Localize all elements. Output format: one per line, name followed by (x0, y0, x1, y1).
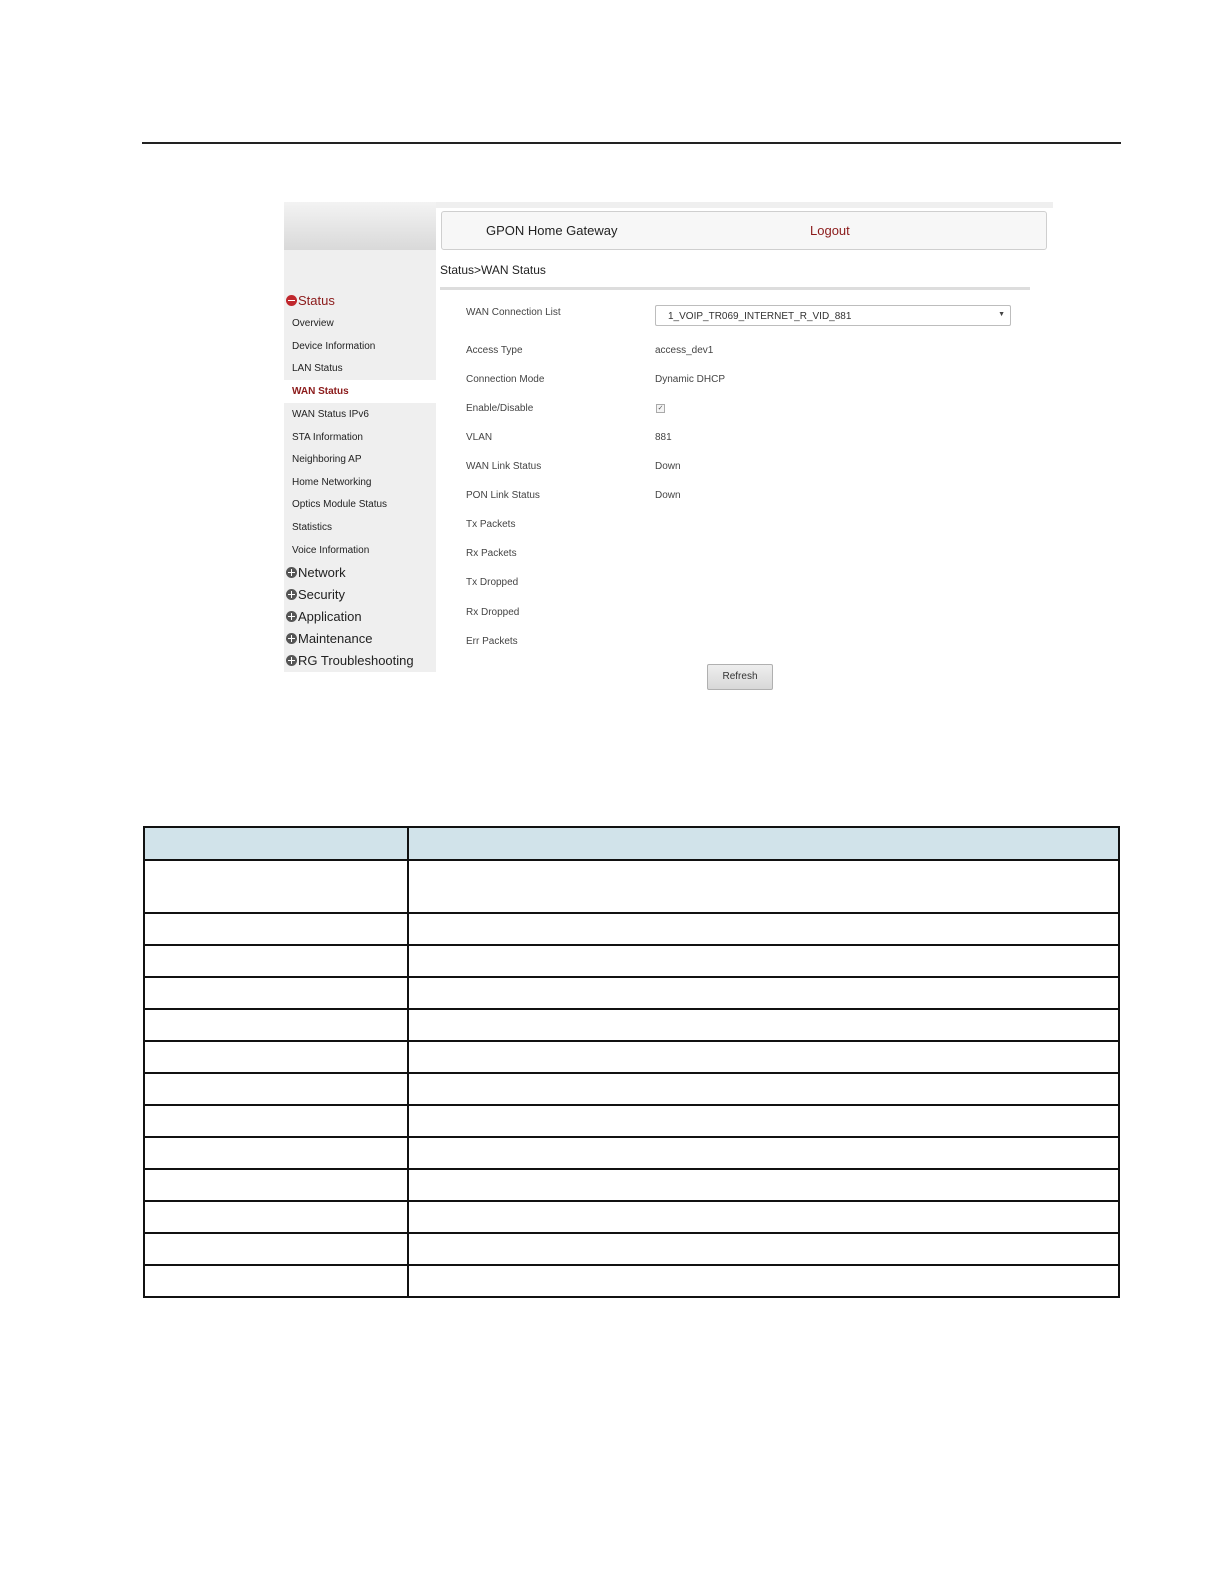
sidebar-item-wan-status[interactable]: WAN Status (292, 386, 349, 397)
sidebar-item-home-networking[interactable]: Home Networking (292, 477, 372, 488)
wan-connection-select[interactable] (655, 305, 1011, 326)
table-cell (408, 1201, 1119, 1233)
field-label: Enable/Disable (466, 403, 534, 414)
sidebar-group-maintenance[interactable] (286, 631, 372, 646)
sidebar-item-device-information[interactable]: Device Information (292, 341, 376, 352)
page-top-rule (142, 142, 1121, 144)
expand-icon (286, 567, 297, 578)
expand-icon (286, 611, 297, 622)
sidebar-group-rg-troubleshooting[interactable] (286, 653, 414, 668)
sidebar-item-sta-information[interactable]: STA Information (292, 432, 363, 443)
field-label: Tx Dropped (466, 577, 519, 588)
sidebar-group-label: RG Troubleshooting (298, 653, 414, 668)
field-label: PON Link Status (466, 490, 540, 501)
table-cell (408, 913, 1119, 945)
table-row (144, 1201, 1119, 1233)
parameter-table (143, 826, 1120, 1298)
table-row (144, 1009, 1119, 1041)
table-row (144, 977, 1119, 1009)
field-label: VLAN (466, 432, 493, 443)
sidebar-group-label: Network (298, 565, 346, 580)
table-header-cell (408, 827, 1119, 860)
table-row (144, 1169, 1119, 1201)
table-cell (144, 1137, 408, 1169)
field-label: Connection Mode (466, 374, 545, 385)
sidebar-group-status[interactable] (286, 293, 335, 308)
field-label: WAN Link Status (466, 461, 542, 472)
table-cell (144, 1265, 408, 1297)
table-cell (408, 1105, 1119, 1137)
expand-icon (286, 655, 297, 666)
logout-link[interactable]: Logout (810, 223, 850, 238)
field-label: Access Type (466, 345, 523, 356)
sidebar-group-label: Application (298, 609, 362, 624)
field-value: Down (655, 461, 681, 472)
table-cell (408, 1169, 1119, 1201)
field-value: 881 (655, 432, 672, 443)
table-cell (144, 977, 408, 1009)
field-value: access_dev1 (655, 345, 714, 356)
wan-connection-selected-value: 1_VOIP_TR069_INTERNET_R_VID_881 (668, 311, 852, 322)
table-cell (144, 1009, 408, 1041)
sidebar-group-application[interactable] (286, 609, 362, 624)
table-cell (408, 1073, 1119, 1105)
sidebar-item-neighboring-ap[interactable]: Neighboring AP (292, 454, 362, 465)
table-cell (408, 1009, 1119, 1041)
table-cell (408, 977, 1119, 1009)
sidebar-header (284, 202, 436, 250)
table-cell (144, 1201, 408, 1233)
table-row (144, 945, 1119, 977)
enable-checkbox[interactable]: ✓ (657, 405, 664, 412)
field-label: Tx Packets (466, 519, 516, 530)
table-cell (144, 913, 408, 945)
sidebar-item-optics-module-status[interactable]: Optics Module Status (292, 499, 388, 510)
field-label: Rx Dropped (466, 607, 520, 618)
wan-connection-list-label: WAN Connection List (466, 307, 561, 318)
sidebar-group-label: Security (298, 587, 345, 602)
sidebar-group-security[interactable] (286, 587, 345, 602)
field-value: Down (655, 490, 681, 501)
sidebar (284, 202, 436, 672)
table-cell (144, 1041, 408, 1073)
sidebar-item-wan-status-ipv6[interactable]: WAN Status IPv6 (292, 409, 369, 420)
expand-icon (286, 589, 297, 600)
sidebar-item-lan-status[interactable]: LAN Status (292, 363, 343, 374)
sidebar-group-label: Maintenance (298, 631, 373, 646)
table-header-row (144, 827, 1119, 860)
table-cell (408, 1233, 1119, 1265)
field-label: Rx Packets (466, 548, 517, 559)
field-value: Dynamic DHCP (655, 374, 726, 385)
app-header (441, 211, 1047, 250)
table-cell (144, 945, 408, 977)
table-cell (144, 1105, 408, 1137)
table-cell (408, 1137, 1119, 1169)
table-row (144, 860, 1119, 913)
table-cell (408, 1265, 1119, 1297)
table-row (144, 1105, 1119, 1137)
table-cell (408, 1041, 1119, 1073)
sidebar-item-overview[interactable]: Overview (292, 318, 334, 329)
sidebar-item-statistics[interactable]: Statistics (292, 522, 333, 533)
table-row (144, 1041, 1119, 1073)
table-cell (408, 945, 1119, 977)
table-row (144, 1137, 1119, 1169)
table-header-cell (144, 827, 408, 860)
breadcrumb-divider (440, 287, 1030, 290)
sidebar-item-voice-information[interactable]: Voice Information (292, 545, 370, 556)
table-cell (144, 860, 408, 913)
table-cell (144, 1233, 408, 1265)
router-ui-screenshot (284, 202, 1053, 692)
chevron-down-icon: ▼ (998, 311, 1005, 318)
table-cell (144, 1073, 408, 1105)
refresh-button[interactable]: Refresh (707, 664, 773, 690)
sidebar-group-network[interactable] (286, 565, 346, 580)
app-title: GPON Home Gateway (486, 223, 618, 238)
table-row (144, 1233, 1119, 1265)
table-cell (408, 860, 1119, 913)
table-row (144, 913, 1119, 945)
expand-icon (286, 633, 297, 644)
sidebar-group-label: Status (298, 293, 335, 308)
table-row (144, 1265, 1119, 1297)
field-label: Err Packets (466, 636, 518, 647)
breadcrumb: Status>WAN Status (440, 263, 546, 277)
table-cell (144, 1169, 408, 1201)
table-row (144, 1073, 1119, 1105)
collapse-icon (286, 295, 297, 306)
